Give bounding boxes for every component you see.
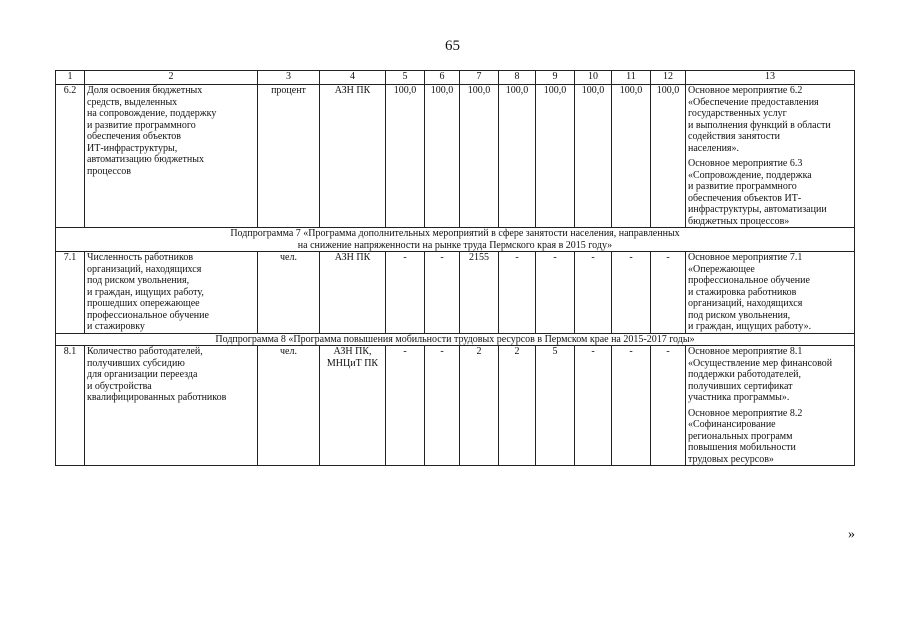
closing-quote: » xyxy=(848,527,855,542)
indicator-name: Количество работодателей, получивших субсидию для организации переезда и обустройства квалифицированных работников xyxy=(85,346,258,466)
value-cell: - xyxy=(575,252,612,334)
value-cell: 100,0 xyxy=(386,85,425,228)
value-cell: 100,0 xyxy=(460,85,499,228)
row-number: 8.1 xyxy=(56,346,85,466)
value-cell: 100,0 xyxy=(499,85,536,228)
value-cell: 100,0 xyxy=(536,85,575,228)
column-header: 1 xyxy=(56,71,85,85)
value-cell: - xyxy=(425,346,460,466)
column-header: 6 xyxy=(425,71,460,85)
measure-note: Основное мероприятие 7.1 «Опережающее профессиональное обучение и стажировка работников организаций, находящихся под риском увольнения, и граждан, ищущих работу». xyxy=(688,252,812,332)
measure-note: Основное мероприятие 8.1 «Осуществление мер финансовой поддержки работодателей, получивших сертификат участника программы». xyxy=(688,346,833,403)
page-number: 65 xyxy=(445,38,460,54)
column-header: 8 xyxy=(499,71,536,85)
value-cell: - xyxy=(386,252,425,334)
value-cell: - xyxy=(499,252,536,334)
value-cell: - xyxy=(612,252,651,334)
column-header: 2 xyxy=(85,71,258,85)
value-cell: - xyxy=(386,346,425,466)
value-cell: - xyxy=(612,346,651,466)
value-cell: 2 xyxy=(460,346,499,466)
column-header: 13 xyxy=(686,71,855,85)
value-cell: - xyxy=(536,252,575,334)
value-cell: - xyxy=(425,252,460,334)
value-cell: - xyxy=(651,252,686,334)
value-cell: 100,0 xyxy=(575,85,612,228)
responsible-org: АЗН ПК xyxy=(320,252,386,334)
value-cell: 5 xyxy=(536,346,575,466)
row-number: 7.1 xyxy=(56,252,85,334)
column-header: 3 xyxy=(258,71,320,85)
column-header: 5 xyxy=(386,71,425,85)
subprogram-row xyxy=(56,228,855,252)
header-row xyxy=(56,71,855,85)
value-cell: 100,0 xyxy=(651,85,686,228)
responsible-org: АЗН ПК, МНЦиТ ПК xyxy=(320,346,386,466)
column-header: 12 xyxy=(651,71,686,85)
measure-note: Основное мероприятие 6.2 «Обеспечение предоставления государственных услуг и выполнения функций в области содействия занятости населения». xyxy=(688,85,831,154)
measure-note: Основное мероприятие 6.3 «Сопровождение, поддержка и развитие программного обеспечения объектов ИТ- инфраструктуры, автоматизации бюджетных процессов» xyxy=(688,158,827,227)
row-number: 6.2 xyxy=(56,85,85,228)
indicator-row xyxy=(56,85,855,228)
subprogram-title: Подпрограмма 8 «Программа повышения мобильности трудовых ресурсов в Пермском крае на 2015-2017 годы» xyxy=(56,333,855,346)
unit-cell: чел. xyxy=(258,346,320,466)
measure-cell xyxy=(686,346,855,466)
value-cell: 100,0 xyxy=(425,85,460,228)
unit-cell: чел. xyxy=(258,252,320,334)
indicator-name: Доля освоения бюджетных средств, выделенных на сопровождение, поддержку и развитие программного обеспечения объектов ИТ-инфраструктуры, автоматизацию бюджетных процессов xyxy=(85,85,258,228)
column-header: 10 xyxy=(575,71,612,85)
responsible-org: АЗН ПК xyxy=(320,85,386,228)
indicator-name: Численность работников организаций, находящихся под риском увольнения, и граждан, ищущих работу, прошедших опережающее профессиональное обучение и стажировку xyxy=(85,252,258,334)
subprogram-title: Подпрограмма 7 «Программа дополнительных мероприятий в сфере занятости населения, направленных на снижение напряженности на рынке труда Пермского края в 2015 году» xyxy=(56,228,855,252)
indicator-row xyxy=(56,252,855,334)
column-header: 4 xyxy=(320,71,386,85)
column-header: 9 xyxy=(536,71,575,85)
indicator-row xyxy=(56,346,855,466)
value-cell: - xyxy=(575,346,612,466)
unit-cell: процент xyxy=(258,85,320,228)
column-header: 11 xyxy=(612,71,651,85)
subprogram-row xyxy=(56,333,855,346)
column-header: 7 xyxy=(460,71,499,85)
value-cell: 2155 xyxy=(460,252,499,334)
value-cell: 2 xyxy=(499,346,536,466)
measure-note: Основное мероприятие 8.2 «Софинансирование региональных программ повышения мобильности трудовых ресурсов» xyxy=(688,407,803,465)
measure-cell xyxy=(686,85,855,228)
value-cell: 100,0 xyxy=(612,85,651,228)
measure-cell xyxy=(686,252,855,334)
indicators-table xyxy=(55,70,855,466)
value-cell: - xyxy=(651,346,686,466)
